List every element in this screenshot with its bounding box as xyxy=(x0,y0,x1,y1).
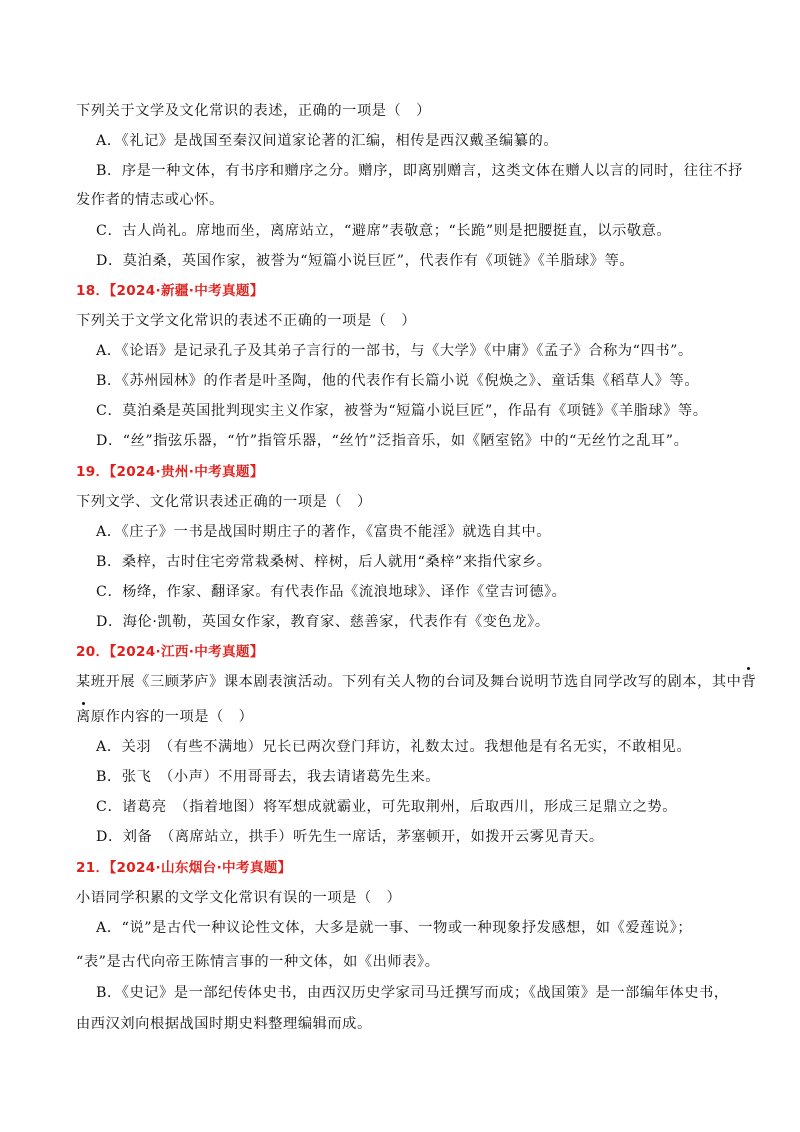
option-a-18: A．《论语》是记录孔子及其弟子言行的一部书，与《大学》《中庸》《孟子》合称为“四书”。 xyxy=(96,343,693,359)
option-d: D．莫泊桑，英国作家，被誉为“短篇小说巨匠”，代表作有《项链》《羊脂球》等。 xyxy=(96,253,635,269)
option-a-21: A．“说”是古代一种议论性文体，大多是就一事、一物或一种现象抒发感想，如《爱莲说》； xyxy=(96,920,693,936)
question-header-19: 19．【2024·贵州·中考真题】 xyxy=(76,464,264,480)
option-a-21-continued: “表”是古代向帝王陈情言事的一种文体，如《出师表》。 xyxy=(76,954,440,970)
option-a: A．《礼记》是战国至秦汉间道家论著的汇编，相传是西汉戴圣编纂的。 xyxy=(96,133,559,149)
option-d-20: D．刘备 （离席站立，拱手）听先生一席话，茅塞顿开，如拨开云雾见青天。 xyxy=(96,829,604,845)
question-header-18: 18．【2024·新疆·中考真题】 xyxy=(76,283,264,299)
option-d-19: D．海伦·凯勒，英国女作家，教育家、慈善家，代表作有《变色龙》。 xyxy=(96,614,550,630)
question-header-20: 20．【2024·江西·中考真题】 xyxy=(76,644,264,660)
question-stem: 下列关于文学及文化常识的表述，正确的一项是（ ） xyxy=(76,103,431,119)
question-header-21: 21．【2024·山东烟台·中考真题】 xyxy=(76,860,292,876)
emphasis-dot-char: 背 xyxy=(741,674,757,690)
stem-text: 某班开展《三顾茅庐》课本剧表演活动。下列有关人物的台词及舞台说明节选自同学改写的剧本，其中 xyxy=(76,674,742,690)
question-stem-19: 下列文学、文化常识表述正确的一项是（ ） xyxy=(76,494,372,510)
option-a-19: A．《庄子》一书是战国时期庄子的著作，《富贵不能淫》就选自其中。 xyxy=(96,524,552,540)
question-stem-18: 下列关于文学文化常识的表述不正确的一项是（ ） xyxy=(76,313,417,329)
option-c-20: C．诸葛亮 （指着地图）将军想成就霸业，可先取荆州，后取西川，形成三足鼎立之势。 xyxy=(96,799,678,815)
question-stem-20-continued xyxy=(76,707,253,727)
option-c: C．古人尚礼。席地而坐，离席站立，“避席”表敬意；“长跪”则是把腰挺直，以示敬意。 xyxy=(96,223,672,239)
option-d-18: D．“丝”指弦乐器，“竹”指管乐器，“丝竹”泛指音乐，如《陋室铭》中的“无丝竹之乱耳”。 xyxy=(96,433,689,449)
option-c-19: C．杨绛，作家、翻译家。有代表作品《流浪地球》、译作《堂吉诃德》。 xyxy=(96,584,567,600)
option-b-19: B．桑梓，古时住宅旁常栽桑树、梓树，后人就用“桑梓”来指代家乡。 xyxy=(96,554,552,570)
option-b-21: B．《史记》是一部纪传体史书，由西汉历史学家司马迁撰写而成；《战国策》是一部编年体史书， xyxy=(96,985,729,1001)
question-stem-20 xyxy=(76,672,756,692)
stem-text: 原作内容的一项是（ ） xyxy=(90,709,254,725)
emphasis-dot-char: 离 xyxy=(76,709,91,725)
option-c-18: C．莫泊桑是英国批判现实主义作家，被誉为“短篇小说巨匠”，作品有《项链》《羊脂球》等。 xyxy=(96,403,708,419)
option-a-20: A．关羽 （有些不满地）兄长已两次登门拜访，礼数太过。我想他是有名无实，不敢相见。 xyxy=(96,739,692,755)
option-b-21-continued: 由西汉刘向根据战国时期史料整理编辑而成。 xyxy=(76,1016,372,1032)
option-b-18: B．《苏州园林》的作者是叶圣陶，他的代表作有长篇小说《倪焕之》、童话集《稻草人》等。 xyxy=(96,373,700,389)
option-b: B．序是一种文体，有书序和赠序之分。赠序，即离别赠言，这类文体在赠人以言的同时，往往不抒 xyxy=(96,163,743,179)
option-b-20: B．张飞 （小声）不用哥哥去，我去请诸葛先生来。 xyxy=(96,769,441,785)
question-stem-21: 小语同学积累的文学文化常识有误的一项是（ ） xyxy=(76,890,402,906)
option-b-continued: 发作者的情志或心怀。 xyxy=(76,192,224,208)
